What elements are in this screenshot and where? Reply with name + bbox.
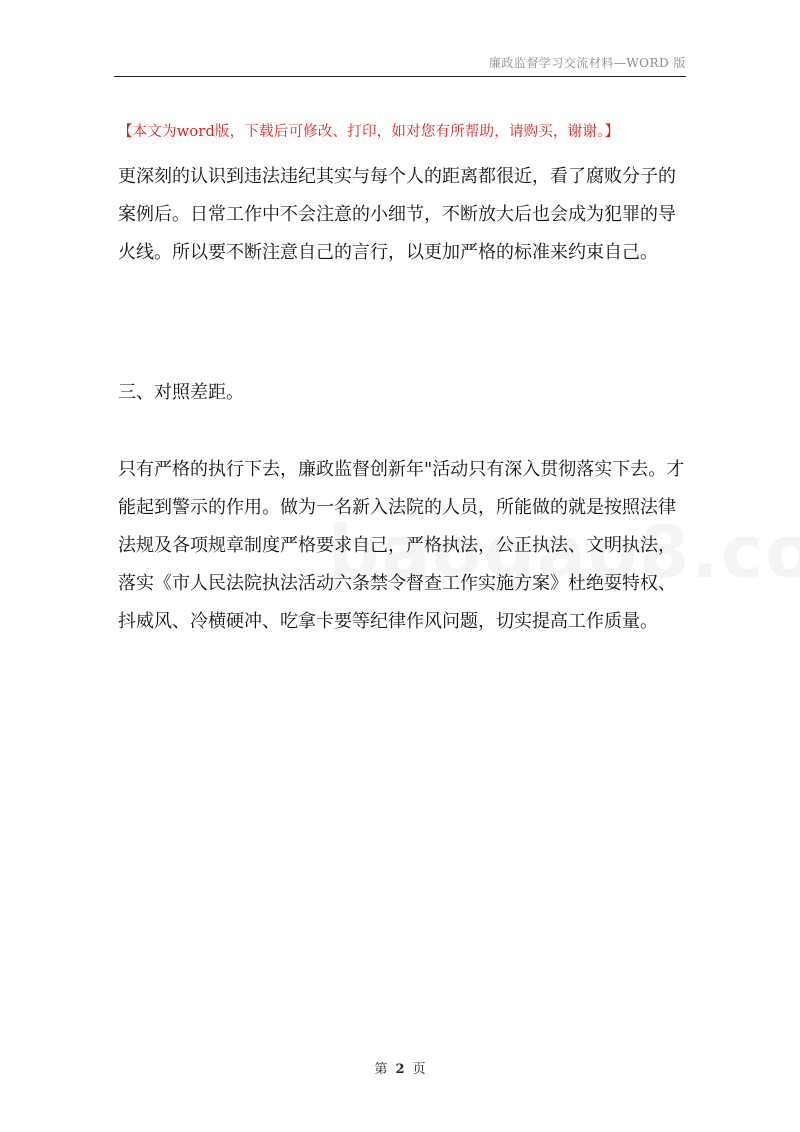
- page-number: 2: [395, 1062, 405, 1077]
- page-footer: [0, 1058, 800, 1077]
- footer-suffix: 页: [412, 1062, 426, 1077]
- page-header-title: 廉政监督学习交流材料—WORD 版: [488, 56, 686, 70]
- section-heading-3: 三、对照差距。: [118, 382, 244, 403]
- body-paragraph-1: 更深刻的认识到违法违纪其实与每个人的距离都很近，看了腐败分子的案例后。日常工作中不会注意的小细节，不断放大后也会成为犯罪的导火线。所以要不断注意自己的言行，以更加严格的标准来约束自己。: [118, 166, 676, 263]
- body-paragraph-2: 只有严格的执行下去，廉政监督创新年"活动只有深入贯彻落实下去。才能起到警示的作用。做为一名新入法院的人员，所能做的就是按照法律法规及各项规章制度严格要求自己，严格执法，公正执法、文明执法，落实《市人民法院执法活动六条禁令督查工作实施方案》杜绝耍特权、抖威风、冷横硬冲、吃拿卡要等纪律作风问题，切实提高工作质量。: [118, 459, 685, 632]
- purchase-notice: 【本文为word版，下载后可修改、打印，如对您有所帮助，请购买，谢谢。】: [118, 124, 620, 140]
- header-divider: [114, 76, 686, 77]
- footer-prefix: 第: [374, 1062, 388, 1077]
